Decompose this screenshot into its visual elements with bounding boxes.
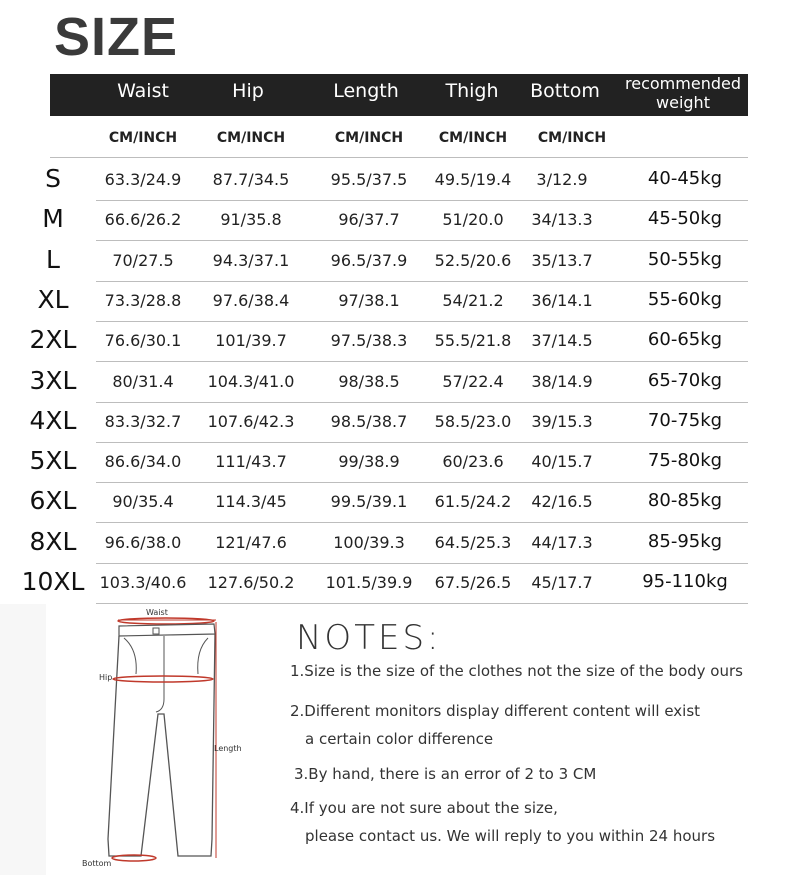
table-cell: 99/38.9 xyxy=(338,452,400,472)
table-cell: 103.3/40.6 xyxy=(99,573,187,592)
table-cell: 37/14.5 xyxy=(531,331,593,351)
unit-waist: CM/INCH xyxy=(108,130,178,146)
table-cell: 40/15.7 xyxy=(531,452,593,472)
table-cell: 90/35.4 xyxy=(112,492,174,512)
weight-cell: 50-55kg xyxy=(647,248,723,270)
table-row xyxy=(0,281,800,321)
size-label: M xyxy=(42,204,64,234)
table-cell: 73.3/28.8 xyxy=(104,290,182,310)
weight-cell: 40-45kg xyxy=(647,168,723,189)
diagram-label-hip: Hip xyxy=(99,673,113,682)
diagram-label-bottom: Bottom xyxy=(82,859,112,868)
header-length: Length xyxy=(333,80,399,102)
table-cell: 127.6/50.2 xyxy=(207,573,295,592)
table-header xyxy=(50,74,748,116)
table-cell: 42/16.5 xyxy=(531,492,593,512)
size-label: 5XL xyxy=(29,446,77,476)
table-cell: 96.5/37.9 xyxy=(330,250,408,270)
size-label: 8XL xyxy=(29,526,77,556)
size-label: S xyxy=(45,164,61,193)
table-cell: 66.6/26.2 xyxy=(104,210,182,230)
table-cell: 97.5/38.3 xyxy=(330,331,408,351)
header-bottom: Bottom xyxy=(530,80,600,102)
notes-title: NOTES: xyxy=(296,618,442,658)
table-cell: 63.3/24.9 xyxy=(104,170,182,189)
unit-thigh: CM/INCH xyxy=(438,130,508,146)
size-label: 3XL xyxy=(29,365,77,395)
table-cell: 70/27.5 xyxy=(112,250,174,270)
header-recommended-weight: recommended weight xyxy=(625,74,741,112)
table-cell: 97.6/38.4 xyxy=(212,290,290,310)
table-cell: 34/13.3 xyxy=(531,210,593,230)
table-row xyxy=(0,321,800,361)
page-title: SIZE xyxy=(54,7,179,67)
weight-cell: 75-80kg xyxy=(647,450,723,472)
weight-cell: 95-110kg xyxy=(642,571,728,592)
unit-length: CM/INCH xyxy=(334,130,404,146)
table-cell: 45/17.7 xyxy=(531,573,593,592)
table-cell: 58.5/23.0 xyxy=(434,411,512,431)
table-cell: 86.6/34.0 xyxy=(104,452,182,472)
table-cell: 38/14.9 xyxy=(531,371,593,391)
table-cell: 67.5/26.5 xyxy=(434,573,512,592)
table-cell: 111/43.7 xyxy=(215,452,287,472)
table-cell: 97/38.1 xyxy=(338,290,400,310)
note-2: 2.Different monitors display different content will exist xyxy=(290,702,701,720)
weight-cell: 60-65kg xyxy=(647,329,723,351)
size-label: XL xyxy=(37,284,69,314)
table-cell: 76.6/30.1 xyxy=(104,331,182,351)
note-4-continued: please contact us. We will reply to you within 24 hours xyxy=(305,827,716,845)
weight-cell: 85-95kg xyxy=(647,530,723,552)
table-row xyxy=(0,563,800,603)
table-cell: 55.5/21.8 xyxy=(434,331,512,351)
table-cell: 54/21.2 xyxy=(442,290,504,310)
header-thigh: Thigh xyxy=(445,80,499,102)
diagram-label-waist: Waist xyxy=(146,608,168,617)
unit-hip: CM/INCH xyxy=(216,130,286,146)
table-cell: 60/23.6 xyxy=(442,452,504,472)
table-cell: 100/39.3 xyxy=(333,532,405,552)
table-cell: 121/47.6 xyxy=(215,532,287,552)
table-cell: 51/20.0 xyxy=(442,210,504,230)
table-cell: 36/14.1 xyxy=(531,290,593,310)
table-cell: 98/38.5 xyxy=(338,371,400,391)
table-cell: 44/17.3 xyxy=(531,532,593,552)
table-row xyxy=(0,442,800,482)
diagram-label-length: Length xyxy=(214,744,242,753)
table-row xyxy=(0,362,800,402)
table-cell: 39/15.3 xyxy=(531,411,593,431)
table-row xyxy=(0,523,800,563)
table-cell: 80/31.4 xyxy=(112,371,174,391)
table-row xyxy=(0,482,800,522)
table-row xyxy=(0,160,800,200)
weight-cell: 55-60kg xyxy=(647,288,723,310)
size-label: 6XL xyxy=(29,486,77,516)
table-cell: 101/39.7 xyxy=(215,331,287,351)
table-cell: 98.5/38.7 xyxy=(330,411,408,431)
table-cell: 49.5/19.4 xyxy=(434,170,512,189)
pants-diagram xyxy=(46,604,266,875)
size-label: 4XL xyxy=(29,405,77,435)
table-cell: 35/13.7 xyxy=(531,250,593,270)
note-4: 4.If you are not sure about the size, xyxy=(290,799,558,817)
pants-illustration xyxy=(46,604,266,875)
size-label: 2XL xyxy=(29,325,77,355)
table-cell: 57/22.4 xyxy=(442,371,504,391)
table-cell: 114.3/45 xyxy=(215,492,287,512)
table-cell: 61.5/24.2 xyxy=(434,492,512,512)
table-cell: 96/37.7 xyxy=(338,210,400,230)
divider xyxy=(50,157,748,158)
weight-cell: 80-85kg xyxy=(647,490,723,512)
table-cell: 94.3/37.1 xyxy=(212,250,290,270)
table-cell: 95.5/37.5 xyxy=(330,170,408,189)
note-2-continued: a certain color difference xyxy=(305,730,494,748)
unit-bottom: CM/INCH xyxy=(537,130,607,146)
note-3: 3.By hand, there is an error of 2 to 3 CM xyxy=(294,765,597,783)
weight-cell: 70-75kg xyxy=(647,409,723,431)
table-cell: 91/35.8 xyxy=(220,210,282,230)
table-cell: 104.3/41.0 xyxy=(207,371,295,391)
table-cell: 101.5/39.9 xyxy=(325,573,413,592)
table-row xyxy=(0,200,800,240)
table-cell: 64.5/25.3 xyxy=(434,532,512,552)
table-cell: 83.3/32.7 xyxy=(104,411,182,431)
weight-cell: 65-70kg xyxy=(647,369,723,391)
table-cell: 87.7/34.5 xyxy=(212,170,290,189)
note-1: 1.Size is the size of the clothes not the size of the body ours xyxy=(290,662,743,680)
table-cell: 52.5/20.6 xyxy=(434,250,512,270)
table-cell: 99.5/39.1 xyxy=(330,492,408,512)
table-cell: 96.6/38.0 xyxy=(104,532,182,552)
weight-cell: 45-50kg xyxy=(647,208,723,230)
header-hip: Hip xyxy=(232,80,264,102)
size-label: L xyxy=(46,244,60,274)
table-row xyxy=(0,241,800,281)
table-cell: 107.6/42.3 xyxy=(207,411,295,431)
table-cell: 3/12.9 xyxy=(536,170,588,189)
header-waist: Waist xyxy=(117,80,169,102)
table-row xyxy=(0,402,800,442)
size-label: 10XL xyxy=(21,567,85,596)
